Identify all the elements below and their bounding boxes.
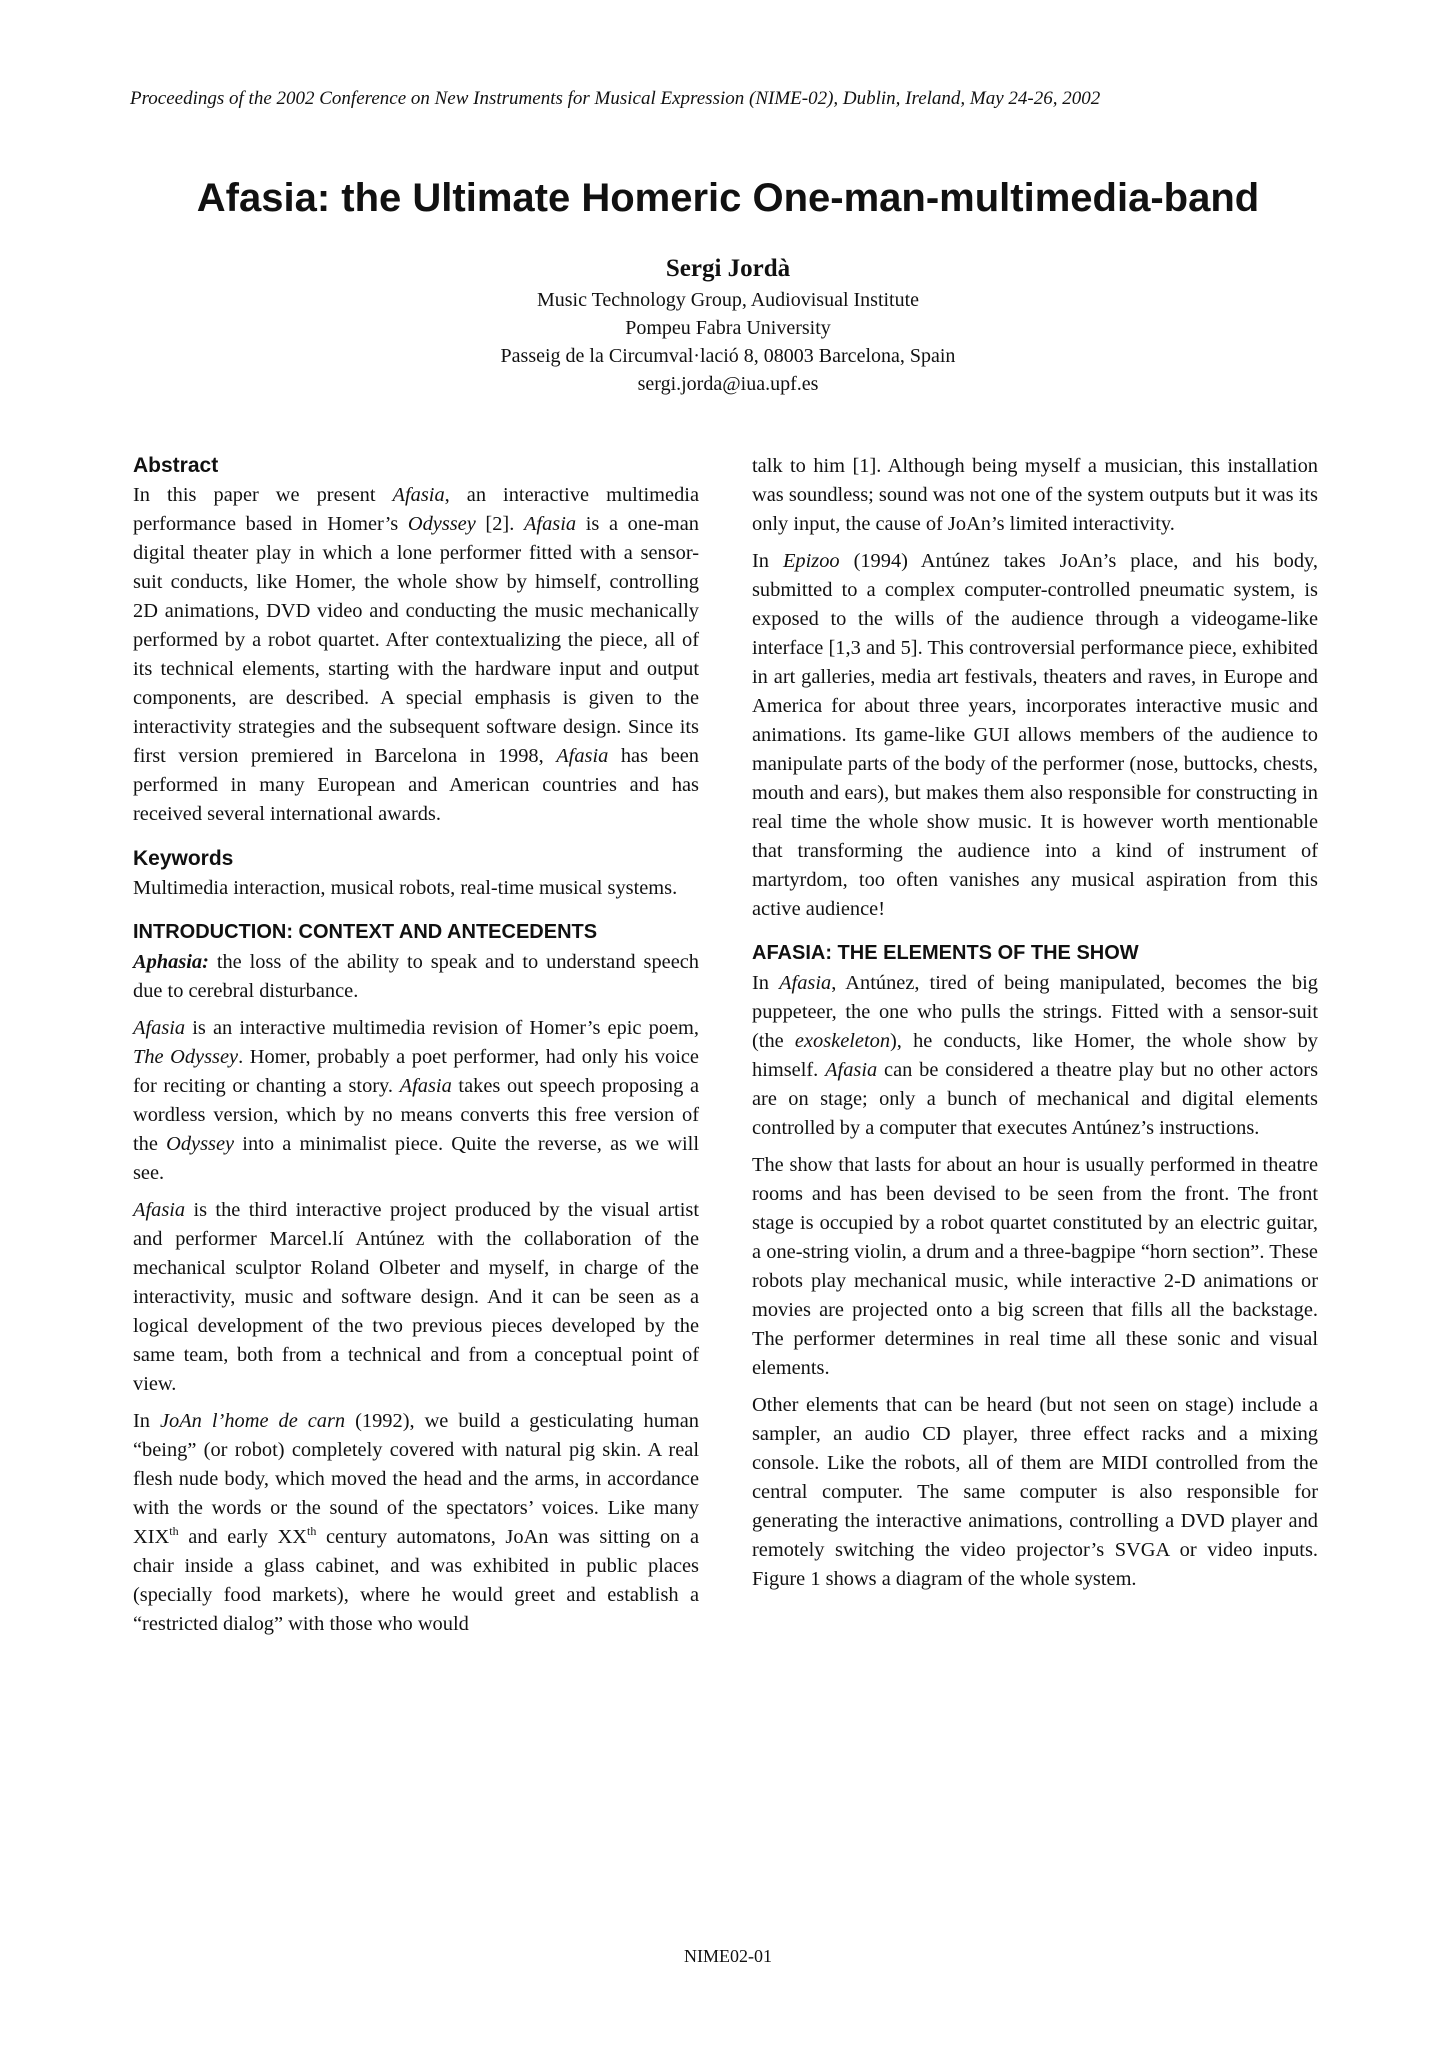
keywords-text: Multimedia interaction, musical robots, real-time musical systems. <box>133 877 678 899</box>
author-name: Sergi Jordà <box>665 255 791 282</box>
body-paragraph: The show that lasts for about an hour is usually performed in theatre rooms and has been devised to be seen from the front. The front stage is occupied by a robot quartet constituted by an electric guitar, a one-string violin, a drum and a three-bagpipe “horn section”. These robots play mechanical music, while interactive 2-D animations or movies are projected onto a big screen that fills all the backstage. The performer determines in real time all these sonic and visual elements. <box>752 1154 1318 1379</box>
intro-paragraph: In JoAn l’home de carn (1992), we build a gesticulating human “being” (or robot) completely covered with natural pig skin. A real flesh nude body, which moved the head and the arms, in accordance with the words or the sound of the spectators’ voices. Like many XIXth and early XXth century automatons, JoAn was sitting on a chair inside a glass cabinet, and was exhibited in public places (specially food markets), where he would greet and establish a “restricted dialog” with those who would <box>133 1410 699 1635</box>
body-paragraph: In Epizoo (1994) Antúnez takes JoAn’s place, and his body, submitted to a complex computer-controlled pneumatic system, is exposed to the wills of the audience through a videogame-like interface [1,3 and 5]. This controversial performance piece, exhibited in art galleries, media art festivals, theaters and raves, in Europe and America for about three years, incorporates interactive music and animations. Its game-like GUI allows members of the audience to manipulate parts of the body of the performer (nose, buttocks, chests, mouth and ears), but makes them also responsible for constructing in real time the whole show music. It is however worth mentionable that transforming the audience into a kind of instrument of martyrdom, too often vanishes any musical aspiration from this active audience! <box>752 550 1318 920</box>
introduction-heading: INTRODUCTION: CONTEXT AND ANTECEDENTS <box>133 921 598 943</box>
body-paragraph: In Afasia, Antúnez, tired of being manipulated, becomes the big puppeteer, the one who pulls the strings. Fitted with a sensor-suit (the exoskeleton), he conducts, like Homer, the whole show by himself. Afasia can be considered a theatre play but no other actors are on stage; only a bunch of mechanical and digital elements controlled by a computer that executes Antúnez’s instructions. <box>752 972 1318 1139</box>
author-email: sergi.jorda@iua.upf.es <box>637 373 819 395</box>
abstract-paragraph: In this paper we present Afasia, an interactive multimedia performance based in Homer’s Odyssey [2]. Afasia is a one-man digital theater play in which a lone performer fitted with a sensor-suit conducts, like Homer, the whole show by himself, controlling 2D animations, DVD video and conducting the music mechanically performed by a robot quartet. After contextualizing the piece, all of its technical elements, starting with the hardware input and output components, are described. A special emphasis is given to the interactivity strategies and the subsequent software design. Since its first version premiered in Barcelona in 1998, Afasia has been performed in many European and American countries and has received several international awards. <box>133 484 699 825</box>
author-block <box>0 252 1456 398</box>
elements-heading: AFASIA: THE ELEMENTS OF THE SHOW <box>752 942 1139 964</box>
paper-title: Afasia: the Ultimate Homeric One-man-multimedia-band <box>196 176 1260 220</box>
page-footer: NIME02-01 <box>684 1946 772 1966</box>
proceedings-header: Proceedings of the 2002 Conference on New Instruments for Musical Expression (NIME-02), Dublin, Ireland, May 24-26, 2002 <box>130 88 1101 109</box>
affiliation-line: Pompeu Fabra University <box>625 317 831 339</box>
affiliation-line: Passeig de la Circumval·lació 8, 08003 Barcelona, Spain <box>500 345 956 367</box>
right-column <box>752 452 1318 1602</box>
left-column <box>133 452 699 1647</box>
body-paragraph: Other elements that can be heard (but not seen on stage) include a sampler, an audio CD player, three effect racks and a mixing console. Like the robots, all of them are MIDI controlled from the central computer. The same computer is also responsible for generating the interactive animations, controlling a DVD player and remotely switching the video projector’s SVGA or video inputs. Figure 1 shows a diagram of the whole system. <box>752 1394 1318 1590</box>
keywords-heading: Keywords <box>133 847 234 870</box>
intro-paragraph: Aphasia: the loss of the ability to speak and to understand speech due to cerebral disturbance. <box>133 951 699 1002</box>
intro-paragraph: Afasia is the third interactive project produced by the visual artist and performer Marcel.lí Antúnez with the collaboration of the mechanical sculptor Roland Olbeter and myself, in charge of the interactivity, music and software design. And it can be seen as a logical development of the two previous pieces developed by the same team, both from a technical and from a conceptual point of view. <box>133 1199 699 1395</box>
intro-paragraph: Afasia is an interactive multimedia revision of Homer’s epic poem, The Odyssey. Homer, probably a poet performer, had only his voice for reciting or chanting a story. Afasia takes out speech proposing a wordless version, which by no means converts this free version of the Odyssey into a minimalist piece. Quite the reverse, as we will see. <box>133 1017 699 1184</box>
body-paragraph: talk to him [1]. Although being myself a musician, this installation was soundless; sound was not one of the system outputs but it was its only input, the cause of JoAn’s limited interactivity. <box>752 455 1318 535</box>
affiliation-line: Music Technology Group, Audiovisual Institute <box>536 289 920 311</box>
abstract-heading: Abstract <box>133 454 219 477</box>
